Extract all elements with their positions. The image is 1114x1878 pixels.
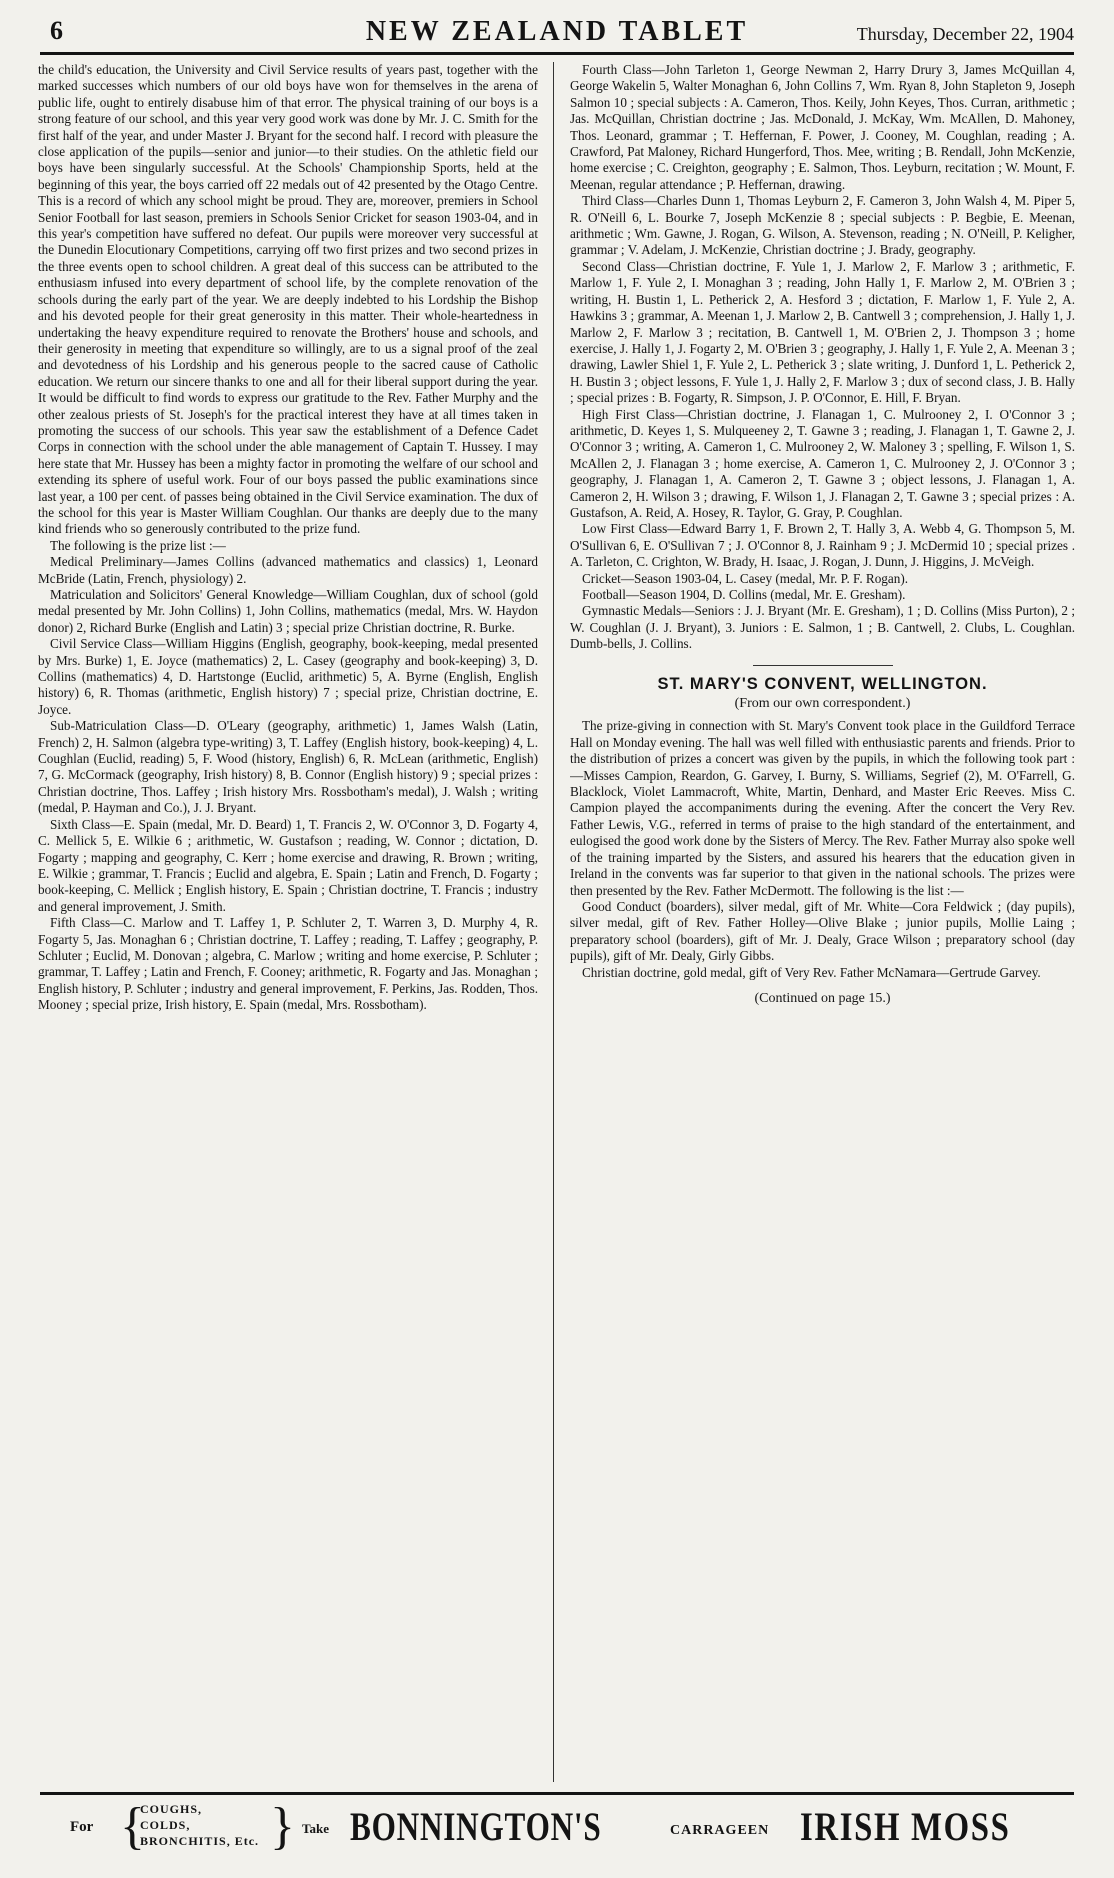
advertisement-banner [40,1792,1074,1865]
prize-paragraph: Sixth Class—E. Spain (medal, Mr. D. Beard) 1, T. Francis 2, W. O'Connor 3, D. Fogarty 4, C. Mellick 5, E. Wilkie 6 ; arithmetic, W. Gustafson ; reading, W. Connor ; dictation, D. Fogarty ; mapping and geography, C. Kerr ; home exercise and drawing, R. Brown ; writing, E. Wilkie ; grammar, T. Francis ; Euclid and algebra, E. Spain ; Latin and French, D. Fogarty ; book-keeping, C. Mellick ; English history, E. Spain ; Christian doctrine, T. Francis ; industry and general improvement, J. Smith. [38,816,538,914]
prize-paragraph: Gymnastic Medals—Seniors : J. J. Bryant (Mr. E. Gresham), 1 ; D. Collins (Miss Purton), 2 ; W. Coughlan (J. J. Bryant), 3. Juniors : E. Salmon, 1 ; B. Cantwell, 2. Clubs, L. Coughlan. Dumb-bells, J. Collins. [570,603,1075,652]
prize-paragraph: Fourth Class—John Tarleton 1, George Newman 2, Harry Drury 3, James McQuillan 4, George Wakelin 5, Walter Monaghan 6, John Collins 7, Wm. Ryan 8, John Stapleton 9, Joseph Salmon 10 ; special subjects : A. Cameron, Thos. Keily, John Keyes, Thos. Curran, arithmetic ; Jas. McQuillan, Christian doctrine ; Jas. McDonald, J. McKay, Wm. McAllen, D. Mahoney, Thos. Leonard, grammar ; T. Heffernan, F. Power, J. Cooney, M. Coughlan, reading ; A. Crawford, Pat Maloney, Richard Hungerford, Thos. Mee, writing ; B. Rendall, John McKenzie, home exercise ; C. Creighton, geography ; E. Salmon, Thos. Leyburn, recitation ; W. Mount, F. Meenan, regular attendance ; P. Heffernan, drawing. [570,62,1075,192]
prize-paragraph: Football—Season 1904, D. Collins (medal, Mr. E. Gresham). [582,587,906,602]
section-divider [753,665,893,666]
ad-ailments [140,1801,259,1849]
prize-paragraph: Cricket—Season 1903-04, L. Casey (medal, Mr. P. F. Rogan). [582,570,909,586]
ad-ailment: COLDS, [140,1818,191,1832]
section-subheading: (From our own correspondent.) [734,696,911,712]
ad-product: IRISH MOSS [800,1804,1011,1849]
masthead [40,12,1074,55]
prize-paragraph: Sub-Matriculation Class—D. O'Leary (geography, arithmetic) 1, James Walsh (Latin, French) 2, H. Salmon (algebra type-writing) 3, T. Laffey (English history, book-keeping) 4, L. Coughlan (Euclid, reading) 5, F. Wood (history, English) 6, R. McLean (arithmetic, English) 7, G. McCormack (geography, Irish history) 8, B. Connor (English history) 9 ; special prizes : Christian doctrine, Thos. Laffey ; Irish history Mrs. Rossbotham's medal), J. Walsh ; writing (medal, P. Hayman and Co.), J. J. Bryant. [38,718,538,816]
prize-paragraph: Second Class—Christian doctrine, F. Yule 1, J. Marlow 2, F. Marlow 3 ; arithmetic, F. Marlow 1, F. Yule 2, I. Monaghan 3 ; reading, John Hally 1, F. Marlow 2, M. O'Brien 3 ; writing, H. Bustin 1, L. Petherick 2, A. Hesford 3 ; dictation, F. Marlow 1, F. Yule 2, A. Hawkins 3 ; grammar, A. Meenan 1, J. Marlow 2, B. Cantwell 3 ; comprehension, J. Hally 1, J. Marlow 2, F. Marlow 3 ; recitation, B. Cantwell 1, M. O'Brien 2, J. Thompson 3 ; home exercise, J. Hally 1, J. Fogarty 2, M. O'Brien 3 ; geography, J. Hally 1, F. Yule 2, A. Meenan 3 ; drawing, Lawler Shiel 1, F. Yule 2, L. Petherick 3 ; slate writing, J. Dunford 1, L. Petherick 2, H. Bustin 3 ; object lessons, F. Yule 1, J. Hally 2, F. Marlow 3 ; dux of second class, J. B. Hally ; special prizes : B. Fogarty, R. Simpson, J. P. O'Connor, E. Hill, F. Bryan. [570,258,1075,406]
ad-take-label: Take [302,1821,329,1836]
section-heading: ST. MARY'S CONVENT, WELLINGTON. [657,674,988,693]
article-paragraph: The prize-giving in connection with St. Mary's Convent took place in the Guildford Terrace Hall on Monday evening. The hall was well filled with enthusiastic parents and friends. Prior to the distribution of prizes a concert was given by the pupils, in which the following took part :—Misses Campion, Reardon, G. Garvey, I. Burny, S. Williams, Segrief (2), M. O'Farrell, G. Blacklock, Violet Lammacroft, White, Martin, Denhard, and Master Eric Reeves. Miss C. Campion played the accompaniments during the evening. After the concert the Very Rev. Father Lewis, V.G., referred in terms of praise to the high standard of the entertainment, and eulogised the good work done by the Sisters of Mercy. The Rev. Father Murray also spoke well of the training imparted by the Sisters, and assured his hearers that the education given in Ireland in the convents was far superior to that given in the national schools. The prizes were then presented by the Rev. Father McDermott. The following is the list :— [570,718,1075,898]
prize-paragraph: Fifth Class—C. Marlow and T. Laffey 1, P. Schluter 2, T. Warren 3, D. Murphy 4, R. Fogarty 5, Jas. Monaghan 6 ; Christian doctrine, T. Laffey ; reading, T. Laffey ; geography, P. Schluter ; Euclid, M. Donovan ; algebra, C. Marlow ; writing and home exercise, P. Schluter ; grammar, T. Laffey ; Latin and French, F. Cooney; arithmetic, R. Fogarty and Jas. Monaghan ; English history, P. Schluter ; industry and general improvement, F. Perkins, Jas. Rodden, Thos. Mooney ; special prize, Irish history, E. Spain (medal, Mrs. Rossbotham). [38,915,538,1013]
issue-date: Thursday, December 22, 1904 [856,24,1074,44]
ad-carrageen: CARRAGEEN [670,1823,770,1838]
prize-paragraph: High First Class—Christian doctrine, J. Flanagan 1, C. Mulrooney 2, I. O'Connor 3 ; arithmetic, D. Keyes 1, S. Mulqueeney 2, T. Gawne 3 ; reading, J. Flanagan 1, T. Gawne 2, J. O'Connor 3 ; writing, A. Cameron 1, C. Mulrooney 2, W. Maloney 3 ; spelling, F. Wilson 1, S. McAllen 2, J. Flanagan 3 ; home exercise, A. Cameron 1, C. Mulrooney 2, J. O'Connor 3 ; geography, J. Flanagan 1, A. Cameron 2, T. Gawne 3 ; object lessons, J. Flanagan 1, A. Cameron 2, H. Wilson 3 ; drawing, F. Wilson 1, J. Flanagan 2, T. Gawne 3 ; special prizes : A. Gustafson, A. Reid, A. Hosey, R. Taylor, G. Gray, P. Coughlan. [570,406,1075,520]
article-paragraph: Good Conduct (boarders), silver medal, gift of Mr. White—Cora Feldwick ; (day pupils), silver medal, gift of Rev. Father Holley—Olive Blake ; junior pupils, Mollie Laing ; preparatory school (boarders), gift of Mr. J. Dealy, Grace Wilson ; preparatory school (day pupils), gift of Mr. Dealy, Girly Gibbs. [570,898,1075,964]
prize-paragraph: Medical Preliminary—James Collins (advanced mathematics and classics) 1, Leonard McBride (Latin, French, physiology) 2. [38,554,538,586]
right-brace-icon: } [270,1798,295,1855]
continued-note: (Continued on page 15.) [754,990,891,1006]
newspaper-title: NEW ZEALAND TABLET [365,16,749,47]
left-column [38,62,538,1782]
ad-brand: BONNINGTON'S [350,1804,602,1849]
ad-for-label: For [70,1819,94,1835]
prize-paragraph: Third Class—Charles Dunn 1, Thomas Leyburn 2, F. Cameron 3, John Walsh 4, M. Piper 5, R. O'Neill 6, L. Bourke 7, Joseph McKenzie 8 ; special subjects : P. Begbie, E. Meenan, arithmetic ; Wm. Gawne, J. Rogan, G. Wilson, A. Stevenson, reading ; N. O'Neill, P. Keligher, grammar ; V. Adelam, J. McKenzie, Christian doctrine ; J. Brady, geography. [570,193,1075,258]
article-paragraph: The following is the prize list :— [50,537,226,553]
page-number: 6 [50,16,63,45]
ad-ailment: COUGHS, [140,1802,203,1816]
article-paragraph: Christian doctrine, gold medal, gift of Very Rev. Father McNamara—Gertrude Garvey. [582,964,1041,980]
prize-paragraph: Civil Service Class—William Higgins (English, geography, book-keeping, medal presented by Mrs. Burke) 1, E. Joyce (mathematics) 2, L. Casey (geography and book-keeping) 3, D. Collins (mathematics) 4, D. Hartstonge (Euclid, arithmetic) 5, A. Byrne (English, English history) 6, R. Thomas (arithmetic, English history) 7 ; special prize, Christian doctrine, E. Joyce. [38,636,538,717]
prize-paragraph: Low First Class—Edward Barry 1, F. Brown 2, T. Hally 3, A. Webb 4, G. Thompson 5, M. O'Sullivan 6, E. O'Sullivan 7 ; J. O'Connor 8, J. Rainham 9 ; J. McDermid 10 ; special prizes . A. Tarleton, C. Crighton, W. Brady, H. Isaac, J. Rogan, J. Dunn, J. Higgins, J. McVeigh. [570,521,1075,570]
ad-ailment: BRONCHITIS, Etc. [140,1834,260,1848]
column-divider [553,62,554,1782]
prize-paragraph: Matriculation and Solicitors' General Knowledge—William Coughlan, dux of school (gold medal presented by Mr. John Collins) 1, John Collins, mathematics (medal, Mrs. W. Haydon donor) 2, Richard Burke (English and Latin) 3 ; special prize Christian doctrine, R. Burke. [38,587,538,635]
article-paragraph: the child's education, the University and Civil Service results of years past, together with the marked successes which numbers of our old boys have won for themselves in the arena of public life, ought to entirely disabuse him of that error. The physical training of our boys is a strong feature of our school, and this year very good work was done by Mr. J. C. Smith for the first half of the year, and under Master J. Bryant for the second half. I record with pleasure the close application of the pupils—senior and junior—to their studies. On the athletic field our boys have been singularly successful. At the Schools' Championship Sports, held at the beginning of this year, the boys carried off 22 medals out of 42 presented by the Otago Centre. This is a record of which any school might be proud. They are, moreover, premiers in School Senior Football for last season, premiers in Schools Senior Cricket for season 1903-04, and in this year's competition have suffered no defeat. Our pupils were moreover very successful at the Dunedin Elocutionary Competitions, carrying off two first prizes and two second prizes in the three events open to school children. A great deal of this success can be attributed to the enthusiasm infused into every department of school life, by the complete renovation of the schools during the early part of the year. We are deeply indebted to his Lordship the Bishop and his devoted people for their great generosity in this matter. Their whole-heartedness in undertaking the heavy expenditure required to renovate the Brothers' house and schools, and their generosity in meeting that expenditure so willingly, are to us a signal proof of the zeal and devotedness of his Lordship and his generous people to the sacred cause of Catholic education. We return our sincere thanks to one and all for their liberal support during the year. It would be difficult to find words to express our gratitude to the Rev. Father Murphy and the other zealous priests of St. Joseph's for the practical interest they have at all times taken in promoting the success of our schools. This year saw the establishment of a Defence Cadet Corps in connection with the school under the able management of Captain T. Hussey. I may here state that Mr. Hussey has been a mighty factor in promoting the welfare of our school and extending its sphere of useful work. Four of our boys passed the public examinations since last year, a 100 per cent. of passes being obtained in the Civil Service examination. The dux of the school for this year is Master William Coughlan. Our thanks are deeply due to the many kind friends who so generously contributed to the prize fund. [38,62,538,537]
left-brace-icon: { [120,1798,145,1855]
right-column [570,62,1075,1782]
